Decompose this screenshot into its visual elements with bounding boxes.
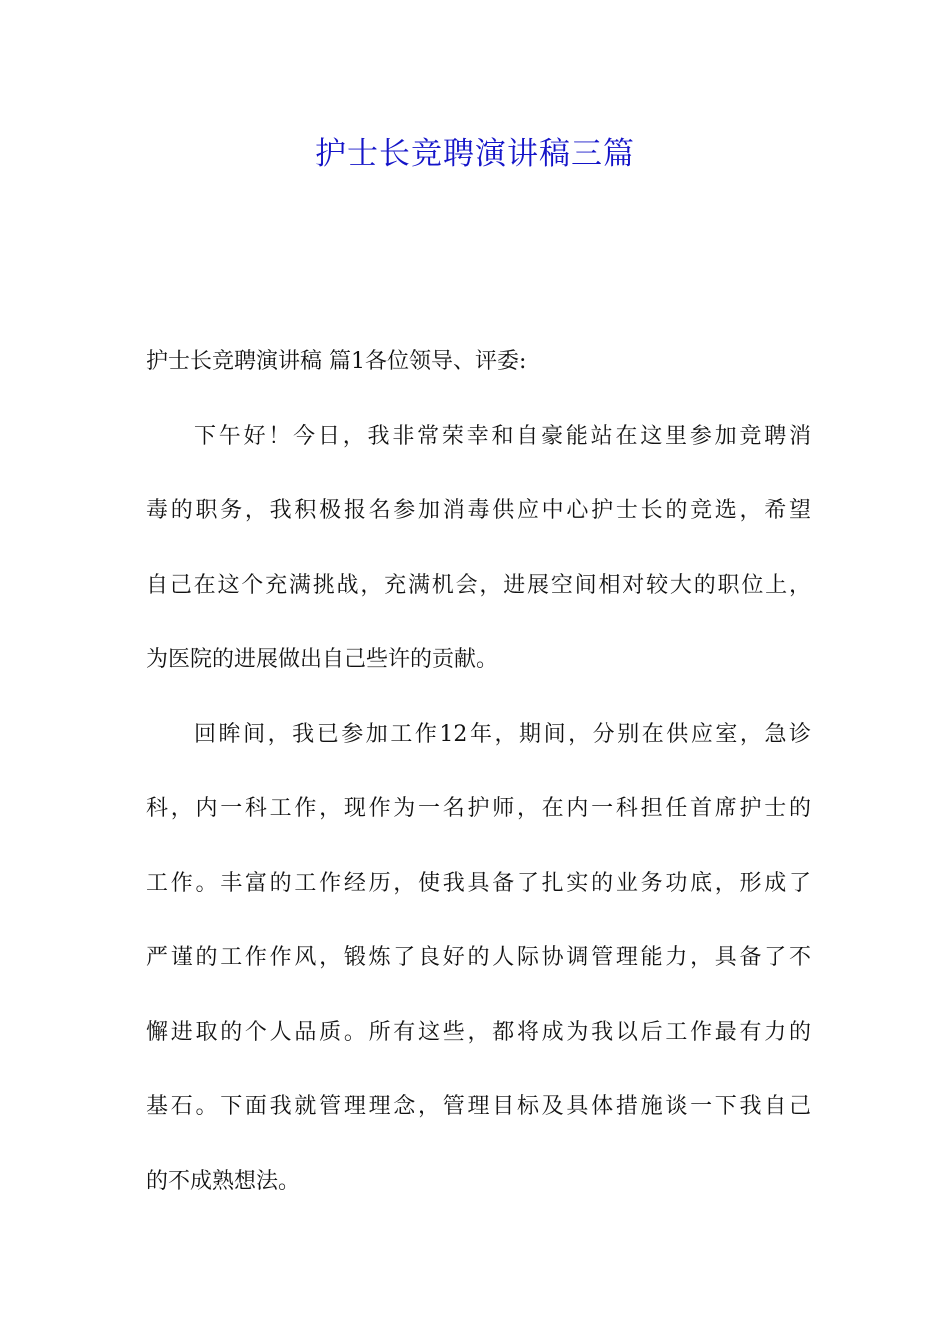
paragraph-line: 严谨的工作作风，锻炼了良好的人际协调管理能力，具备了不 [146,945,811,970]
paragraph-line: 科，内一科工作，现作为一名护师，在内一科担任首席护士的 [146,796,811,821]
paragraph-line: 为医院的进展做出自己些许的贡献。 [146,647,499,672]
paragraph-line: 的不成熟想法。 [146,1168,301,1194]
paragraph-line: 下午好！今日，我非常荣幸和自豪能站在这里参加竞聘消 [194,423,811,449]
paragraph-line: 自己在这个充满挑战，充满机会，进展空间相对较大的职位上， [146,572,811,598]
paragraph-line: 毒的职务，我积极报名参加消毒供应中心护士长的竞选，希望 [146,498,811,523]
paragraph-line: 回眸间，我已参加工作12年，期间，分别在供应室，急诊 [194,721,811,747]
section-heading-line: 护士长竞聘演讲稿 篇1各位领导、评委: [146,349,527,374]
paragraph-line: 工作。丰富的工作经历，使我具备了扎实的业务功底，形成了 [146,870,811,896]
paragraph-line: 基石。下面我就管理理念，管理目标及具体措施谈一下我自己 [146,1094,811,1119]
document-body [146,346,811,1240]
document-title: 护士长竞聘演讲稿三篇 [315,136,635,172]
paragraph-line: 懈进取的个人品质。所有这些，都将成为我以后工作最有力的 [146,1019,811,1045]
